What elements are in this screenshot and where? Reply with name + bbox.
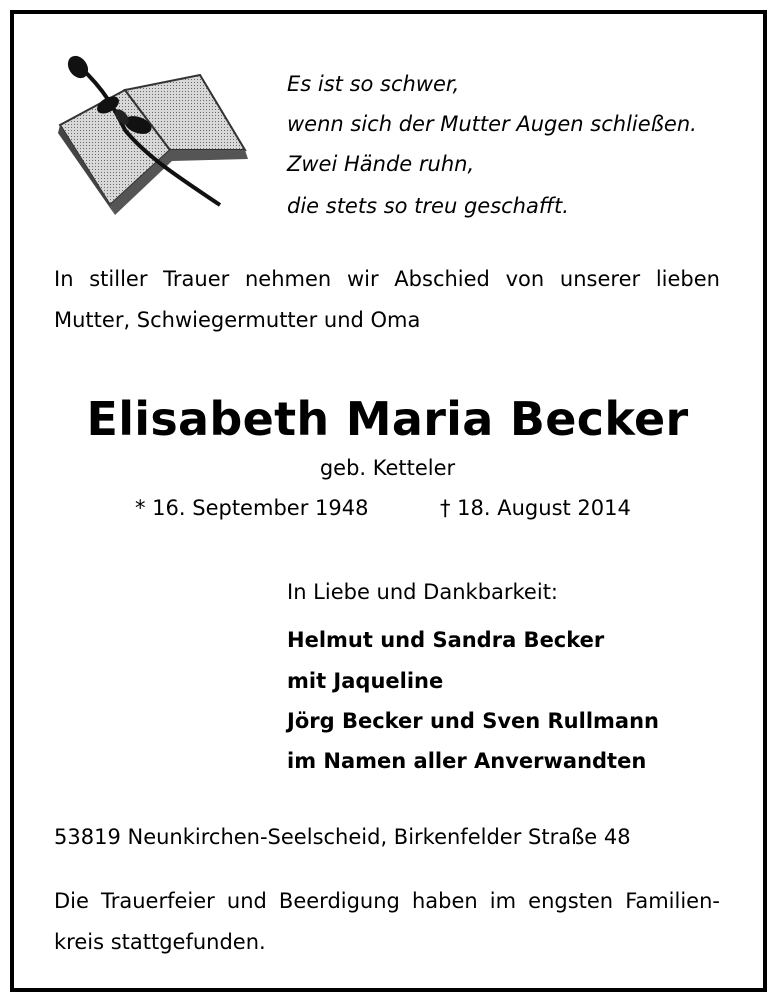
book-rose-icon (50, 55, 250, 225)
deceased-name: Elisabeth Maria Becker (86, 392, 689, 446)
mourner-line: Helmut und Sandra Becker (287, 628, 605, 652)
funeral-note-line-1: Die Trauerfeier und Beerdigung haben im engsten Familien- (54, 889, 720, 913)
poem-line-1: Es ist so schwer, (287, 72, 460, 96)
maiden-name: geb. Ketteler (319, 456, 456, 480)
intro-line-2: Mutter, Schwiegermutter und Oma (54, 308, 421, 332)
mourner-line: im Namen aller Anverwandten (287, 749, 647, 773)
mourner-line: Jörg Becker und Sven Rullmann (287, 709, 659, 733)
poem-line-4: die stets so treu geschafft. (287, 194, 569, 218)
mourner-line: mit Jaqueline (287, 669, 444, 693)
poem-line-3: Zwei Hände ruhn, (287, 152, 475, 176)
poem-line-2: wenn sich der Mutter Augen schließen. (287, 112, 697, 136)
death-date: † 18. August 2014 (440, 496, 631, 520)
funeral-note-line-2: kreis stattgefunden. (54, 930, 266, 954)
intro-line-1: In stiller Trauer nehmen wir Abschied von unserer lieben (54, 267, 720, 291)
mourners-heading: In Liebe und Dankbarkeit: (287, 580, 559, 604)
address: 53819 Neunkirchen-Seelscheid, Birkenfelder Straße 48 (54, 825, 631, 849)
birth-date: * 16. September 1948 (135, 496, 369, 520)
